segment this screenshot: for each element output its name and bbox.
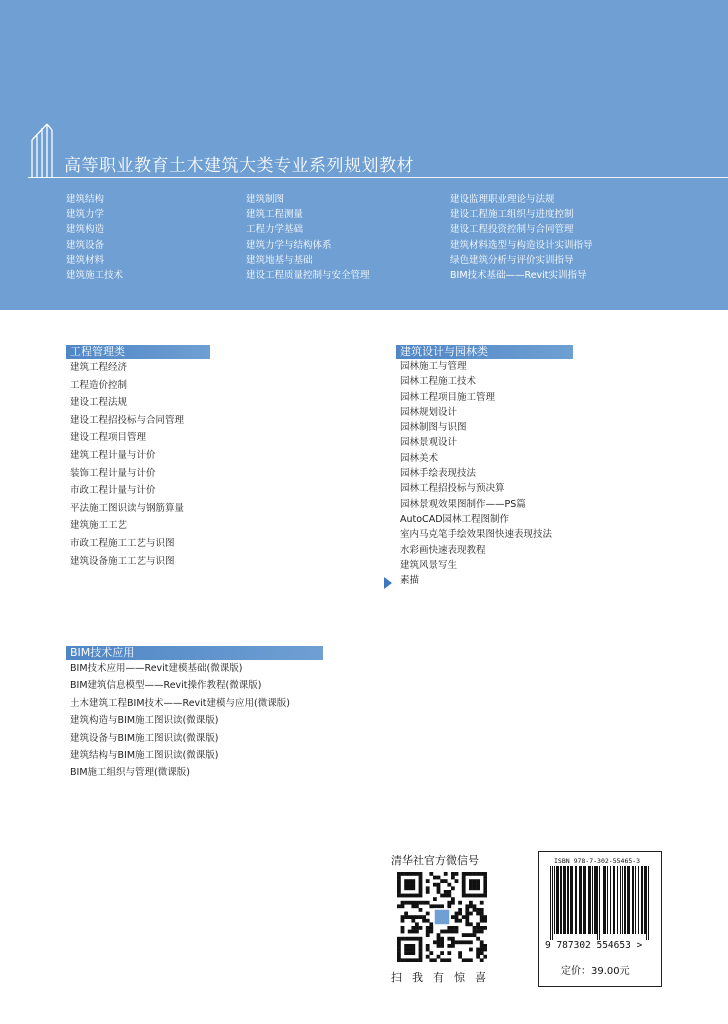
category-engineering-management: [66, 345, 210, 570]
category-header: 工程管理类: [66, 345, 210, 359]
series-book-title: 建筑工程测量: [246, 209, 304, 221]
book-title: 园林规划设计: [400, 406, 458, 418]
category-header: BIM技术应用: [66, 646, 323, 660]
top-series-column-1: [66, 192, 123, 283]
series-book-title: 建筑制图: [246, 194, 285, 205]
book-title: 园林施工与管理: [400, 361, 467, 372]
qr-caption: 扫我有惊喜: [391, 971, 496, 984]
book-title: 园林景观设计: [400, 437, 458, 449]
book-title: 园林工程项目施工管理: [400, 391, 496, 403]
book-title: 园林手绘表现技法: [400, 468, 477, 480]
book-title: 园林制图与识图: [400, 422, 467, 434]
book-title: 装饰工程计量与计价: [70, 467, 156, 479]
title-divider: [28, 177, 728, 178]
book-title: 建设工程招投标与合同管理: [70, 414, 185, 426]
category-list: [66, 359, 210, 570]
barcode-number: 9 787302 554653 >: [545, 940, 643, 951]
series-book-title: 建筑力学: [66, 209, 105, 221]
category-header: 建筑设计与园林类: [396, 345, 573, 359]
isbn-text: ISBN 978-7-302-55465-3: [554, 857, 641, 865]
book-title: 建筑设备施工工艺与识图: [70, 555, 175, 567]
book-title: 建筑设备与BIM施工图识读(微课版): [70, 732, 219, 744]
book-title: 园林工程施工技术: [400, 376, 477, 388]
book-title: 建筑构造与BIM施工图识读(微课版): [70, 715, 219, 727]
top-series-column-2: [246, 192, 370, 283]
series-book-title: 建筑施工技术: [66, 269, 124, 281]
series-book-title: 建筑设备: [66, 239, 105, 251]
book-title: 市政工程计量与计价: [70, 485, 156, 497]
book-title: 平法施工图识读与钢筋算量: [70, 502, 185, 514]
book-title: 土木建筑工程BIM技术——Revit建模与应用(微课版): [70, 697, 290, 709]
category-architecture-landscape: [396, 345, 573, 588]
book-title: BIM施工组织与管理(微课版): [70, 767, 190, 779]
book-title: 建筑工程经济: [70, 362, 128, 373]
series-book-title: 建设工程质量控制与安全管理: [246, 269, 370, 281]
series-book-title: 建筑结构: [66, 194, 105, 205]
book-title: AutoCAD园林工程图制作: [400, 513, 510, 525]
qr-code-icon[interactable]: [397, 872, 487, 962]
category-bim: [66, 646, 323, 782]
series-book-title: 建筑材料选型与构造设计实训指导: [450, 239, 593, 251]
series-book-title: 建设工程施工组织与进度控制: [450, 209, 574, 221]
series-book-title: 建筑材料: [66, 254, 105, 266]
book-title: 建筑结构与BIM施工图识读(微课版): [70, 749, 219, 761]
book-title: 素描: [400, 575, 420, 587]
book-title: BIM建筑信息模型——Revit操作教程(微课版): [70, 680, 262, 692]
book-title: 建设工程法规: [70, 397, 128, 409]
book-title: BIM技术应用——Revit建模基础(微课版): [70, 663, 243, 674]
book-title: 园林美术: [400, 452, 439, 464]
book-title: 市政工程施工工艺与识图: [70, 537, 175, 549]
book-title: 园林景观效果图制作——PS篇: [400, 498, 526, 510]
pointer-arrow-icon: [384, 577, 392, 589]
barcode-icon: [546, 866, 654, 940]
qr-label: 清华社官方微信号: [391, 854, 479, 867]
book-title: 建筑施工工艺: [70, 520, 128, 532]
series-title: 高等职业教育土木建筑大类专业系列规划教材: [64, 156, 414, 176]
top-series-column-3: [450, 192, 593, 283]
building-logo-icon: [28, 122, 58, 178]
series-book-title: 建设工程投资控制与合同管理: [450, 224, 574, 236]
book-title: 建设工程项目管理: [70, 432, 147, 444]
series-book-title: 建筑构造: [66, 224, 105, 236]
series-book-title: 工程力学基础: [246, 224, 304, 236]
book-title: 建筑工程计量与计价: [70, 449, 156, 461]
category-list: [396, 359, 573, 588]
series-book-title: 建筑力学与结构体系: [246, 239, 332, 251]
category-list: [66, 660, 323, 782]
series-book-title: 建筑地基与基础: [246, 254, 313, 266]
price: 定价：39.00元: [561, 966, 630, 977]
series-book-title: BIM技术基础——Revit实训指导: [450, 269, 587, 281]
series-book-title: 建设监理职业理论与法规: [450, 194, 555, 205]
book-title: 建筑风景写生: [400, 559, 458, 571]
book-title: 工程造价控制: [70, 379, 128, 391]
series-book-title: 绿色建筑分析与评价实训指导: [450, 254, 574, 266]
book-title: 水彩画快速表现教程: [400, 544, 486, 556]
book-title: 园林工程招投标与预决算: [400, 483, 505, 495]
book-title: 室内马克笔手绘效果图快速表现技法: [400, 529, 553, 541]
